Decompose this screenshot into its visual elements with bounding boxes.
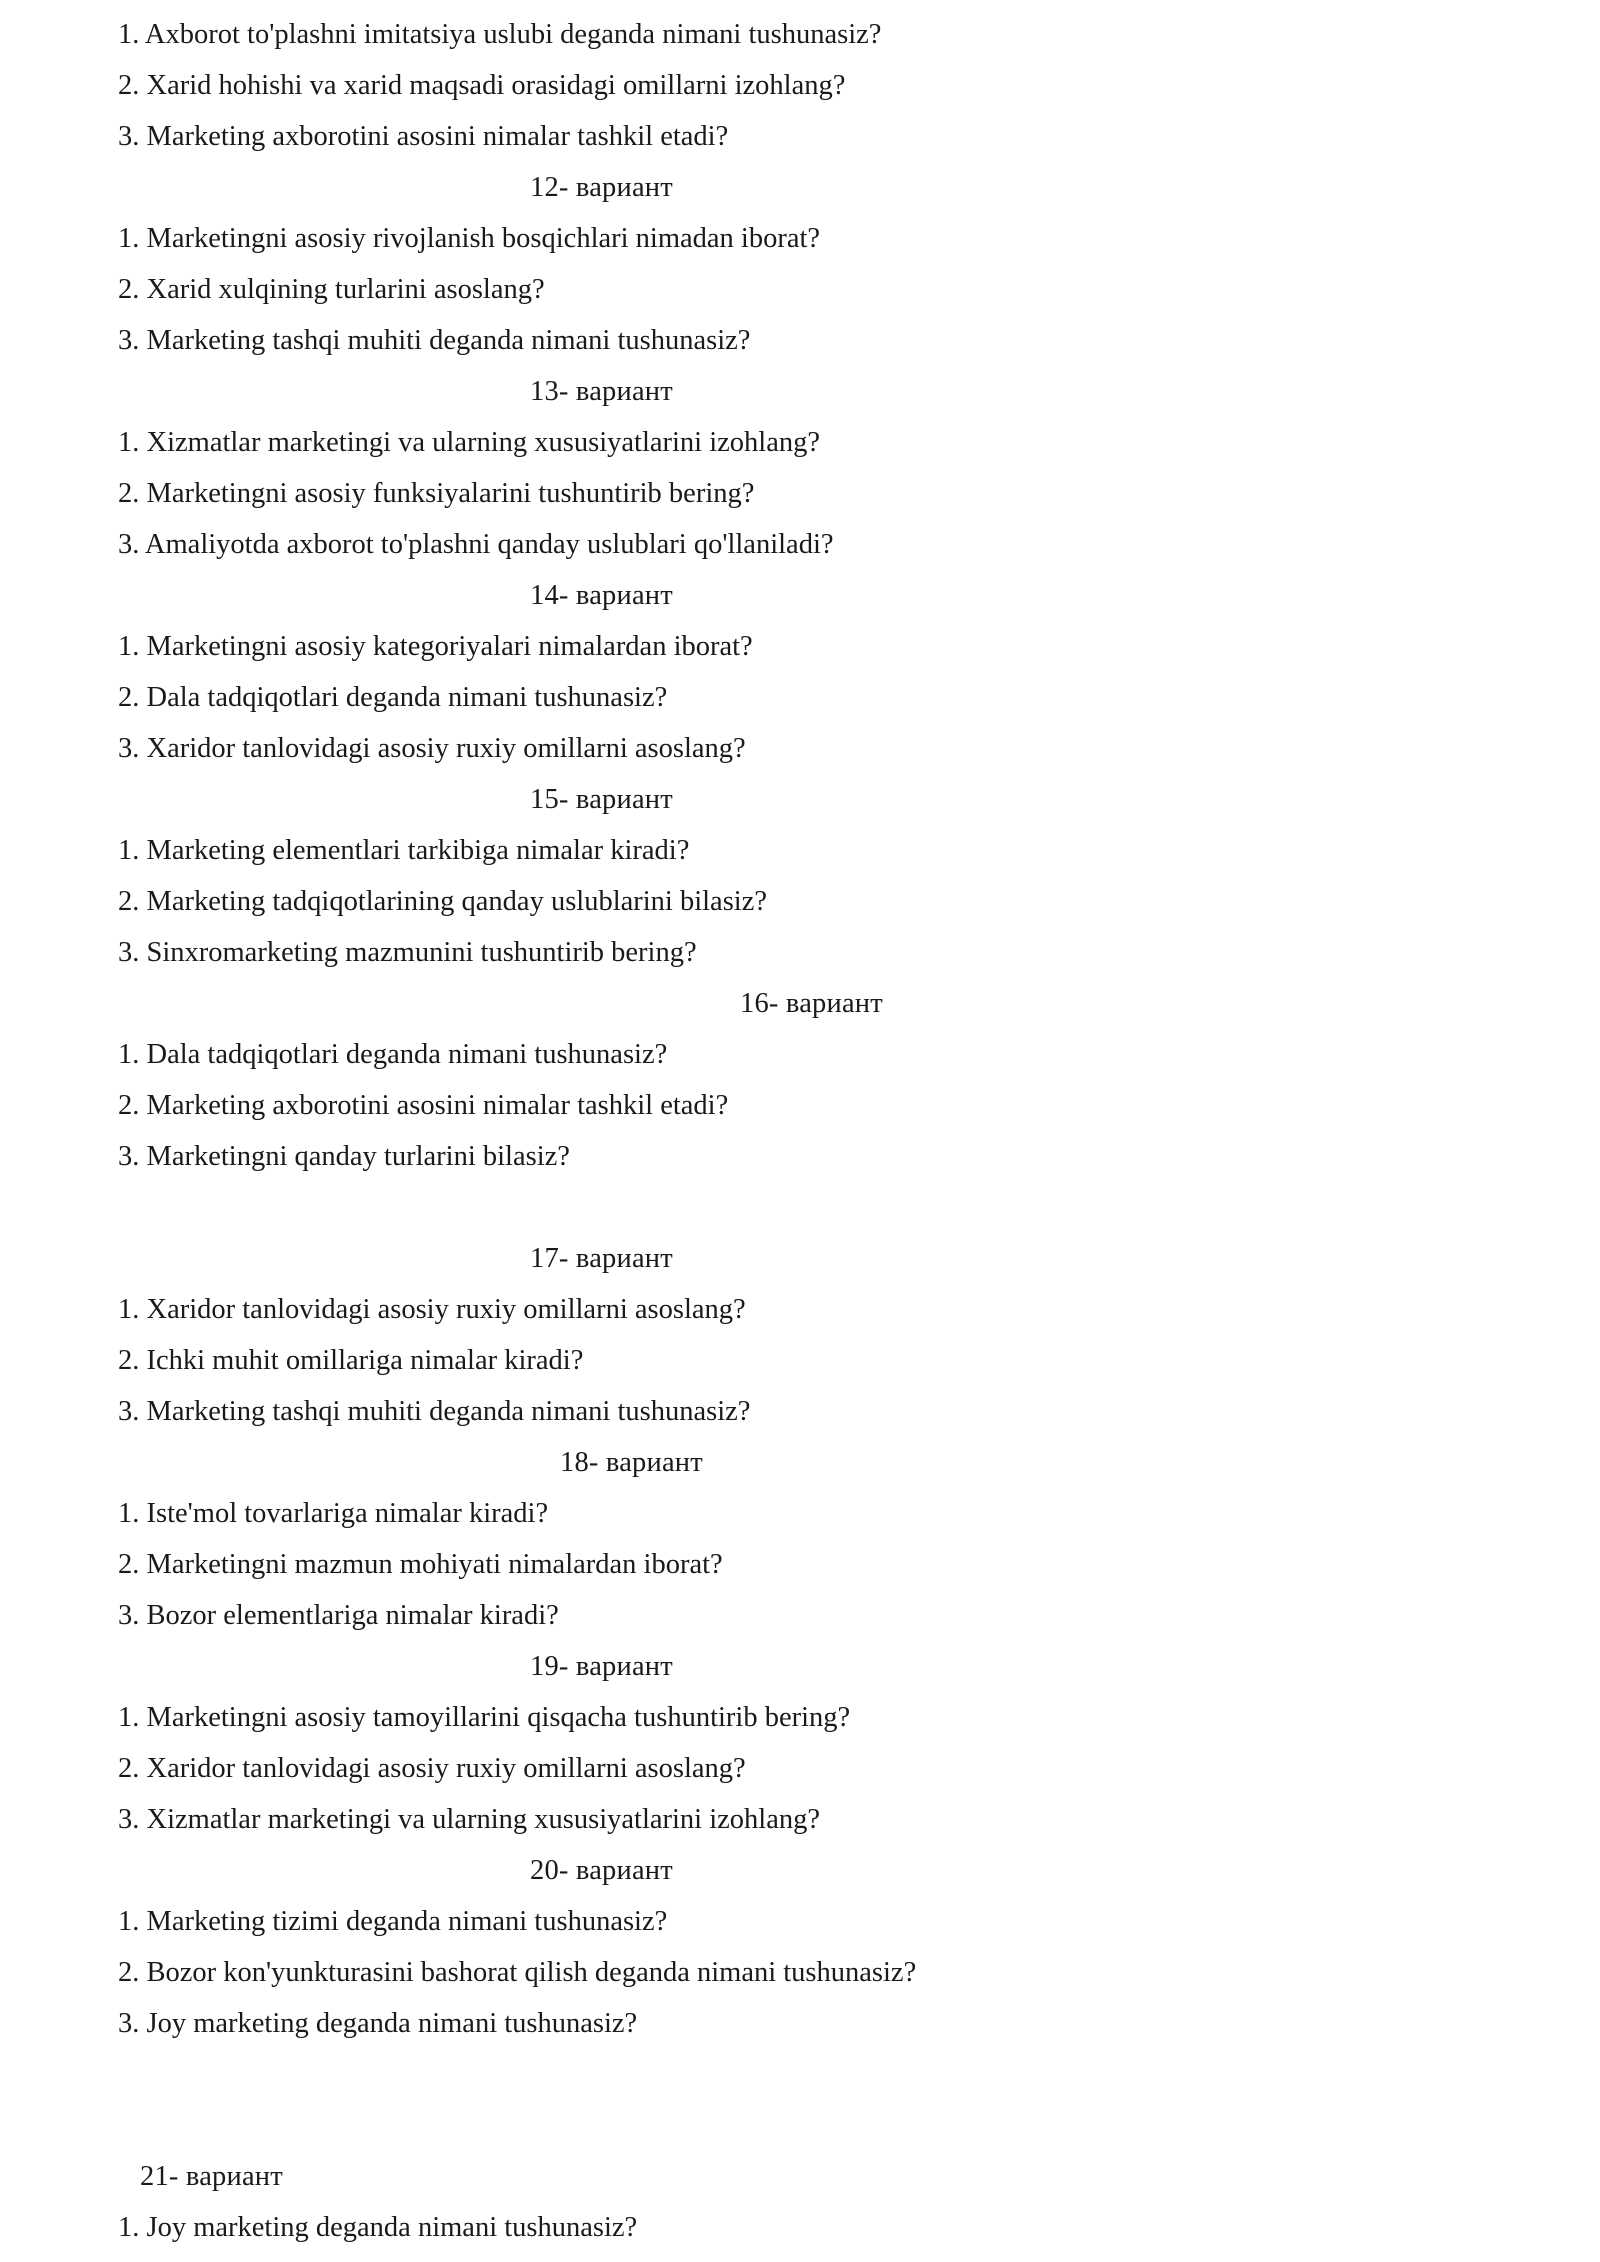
question-line: 1. Marketingni asosiy rivojlanish bosqichlari nimadan iborat? <box>118 223 821 254</box>
question-line: 3. Marketing axborotini asosini nimalar tashkil etadi? <box>118 121 729 152</box>
question-line: 1. Xizmatlar marketingi va ularning xususiyatlarini izohlang? <box>118 427 821 458</box>
question-line: 2. Marketingni mazmun mohiyati nimalardan iborat? <box>118 1549 723 1580</box>
question-line: 2. Marketing tadqiqotlarining qanday uslublarini bilasiz? <box>118 886 768 917</box>
variant-heading: 21- вариант <box>140 2161 283 2192</box>
question-line: 1. Joy marketing deganda nimani tushunasiz? <box>118 2212 638 2243</box>
question-line: 2. Dala tadqiqotlari deganda nimani tushunasiz? <box>118 682 668 713</box>
question-line: 2. Bozor kon'yunkturasini bashorat qilish deganda nimani tushunasiz? <box>118 1957 917 1988</box>
question-line: 2. Marketing axborotini asosini nimalar tashkil etadi? <box>118 1090 729 1121</box>
variant-heading: 13- вариант <box>530 376 673 407</box>
question-line: 2. Xarid hohishi va xarid maqsadi orasidagi omillarni izohlang? <box>118 70 846 101</box>
question-line: 1. Iste'mol tovarlariga nimalar kiradi? <box>118 1498 549 1529</box>
question-line: 1. Marketing elementlari tarkibiga nimalar kiradi? <box>118 835 690 866</box>
question-line: 3. Xaridor tanlovidagi asosiy ruxiy omillarni asoslang? <box>118 733 746 764</box>
question-line: 3. Marketing tashqi muhiti deganda nimani tushunasiz? <box>118 1396 751 1427</box>
question-line: 3. Joy marketing deganda nimani tushunasiz? <box>118 2008 638 2039</box>
question-line: 1. Xaridor tanlovidagi asosiy ruxiy omillarni asoslang? <box>118 1294 746 1325</box>
question-line: 3. Xizmatlar marketingi va ularning xususiyatlarini izohlang? <box>118 1804 821 1835</box>
question-line: 2. Xaridor tanlovidagi asosiy ruxiy omillarni asoslang? <box>118 1753 746 1784</box>
variant-heading: 15- вариант <box>530 784 673 815</box>
question-line: 3. Bozor elementlariga nimalar kiradi? <box>118 1600 559 1631</box>
variant-heading: 14- вариант <box>530 580 673 611</box>
question-line: 3. Marketingni qanday turlarini bilasiz? <box>118 1141 570 1172</box>
question-line: 3. Marketing tashqi muhiti deganda nimani tushunasiz? <box>118 325 751 356</box>
question-line: 1. Axborot to'plashni imitatsiya uslubi deganda nimani tushunasiz? <box>118 19 882 50</box>
question-line: 2. Ichki muhit omillariga nimalar kiradi? <box>118 1345 584 1376</box>
question-line: 3. Amaliyotda axborot to'plashni qanday uslublari qo'llaniladi? <box>118 529 834 560</box>
question-line: 1. Marketingni asosiy tamoyillarini qisqacha tushuntirib bering? <box>118 1702 851 1733</box>
variant-heading: 17- вариант <box>530 1243 673 1274</box>
variant-heading: 18- вариант <box>560 1447 703 1478</box>
variant-heading: 19- вариант <box>530 1651 673 1682</box>
variant-heading: 20- вариант <box>530 1855 673 1886</box>
question-line: 2. Marketingni asosiy funksiyalarini tushuntirib bering? <box>118 478 755 509</box>
question-line: 1. Marketing tizimi deganda nimani tushunasiz? <box>118 1906 668 1937</box>
variant-heading: 12- вариант <box>530 172 673 203</box>
question-line: 2. Xarid xulqining turlarini asoslang? <box>118 274 545 305</box>
question-line: 1. Marketingni asosiy kategoriyalari nimalardan iborat? <box>118 631 753 662</box>
question-line: 1. Dala tadqiqotlari deganda nimani tushunasiz? <box>118 1039 668 1070</box>
question-line: 3. Sinxromarketing mazmunini tushuntirib bering? <box>118 937 697 968</box>
variant-heading: 16- вариант <box>740 988 883 1019</box>
